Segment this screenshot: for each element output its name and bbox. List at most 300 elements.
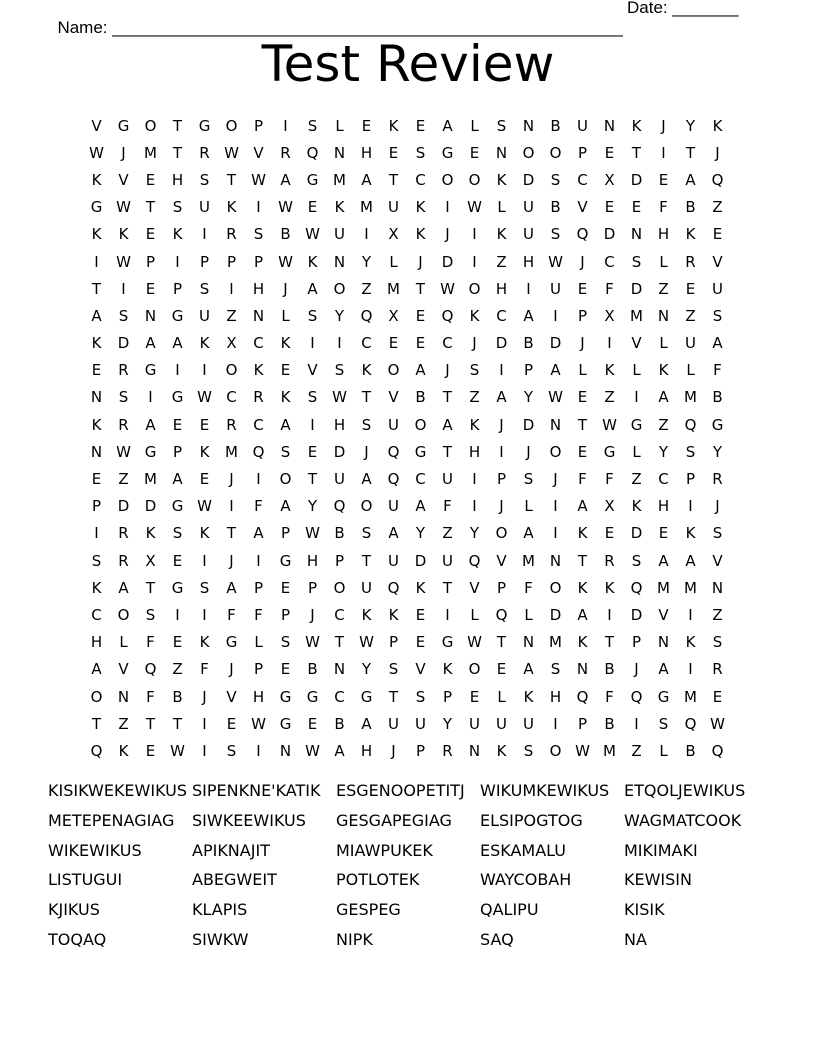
- grid-letter: K: [307, 252, 318, 271]
- grid-letter: L: [659, 334, 668, 353]
- grid-letter: D: [630, 170, 643, 189]
- grid-letter: W: [359, 633, 374, 652]
- grid-letter: H: [90, 633, 103, 652]
- grid-letter: J: [580, 334, 585, 353]
- grid-letter: R: [199, 143, 210, 162]
- grid-letter: I: [256, 741, 261, 760]
- grid-letter: S: [118, 388, 129, 407]
- grid-letter: L: [632, 361, 641, 380]
- grid-letter: E: [361, 116, 372, 135]
- grid-letter: Z: [469, 388, 480, 407]
- grid-letter: U: [388, 551, 399, 570]
- grid-letter: Q: [387, 470, 400, 489]
- grid-letter: E: [307, 714, 318, 733]
- grid-letter: V: [253, 143, 264, 162]
- grid-letter: A: [388, 524, 399, 543]
- grid-letter: J: [364, 442, 369, 461]
- grid-letter: S: [199, 578, 210, 597]
- grid-letter: D: [630, 605, 643, 624]
- grid-letter: E: [685, 279, 696, 298]
- grid-letter: S: [172, 198, 183, 217]
- grid-letter: K: [415, 225, 426, 244]
- grid-letter: E: [172, 415, 183, 434]
- grid-letter: E: [145, 225, 156, 244]
- word-list-item: ETQOLJEWIKUS: [624, 781, 746, 800]
- grid-letter: T: [226, 170, 237, 189]
- grid-letter: M: [630, 306, 643, 325]
- grid-letter: G: [306, 170, 319, 189]
- grid-letter: G: [414, 442, 427, 461]
- grid-letter: B: [604, 714, 615, 733]
- grid-letter: J: [229, 551, 234, 570]
- grid-letter: D: [630, 524, 643, 543]
- grid-letter: M: [144, 470, 157, 489]
- grid-letter: F: [659, 198, 668, 217]
- grid-letter: I: [94, 252, 99, 271]
- grid-letter: A: [145, 334, 156, 353]
- grid-letter: T: [577, 551, 588, 570]
- grid-letter: M: [522, 551, 535, 570]
- grid-letter: J: [715, 497, 720, 516]
- grid-letter: L: [470, 116, 479, 135]
- grid-letter: C: [658, 470, 669, 489]
- grid-letter: I: [175, 605, 180, 624]
- grid-letter: J: [580, 252, 585, 271]
- grid-letter: I: [688, 605, 693, 624]
- grid-letter: W: [305, 633, 320, 652]
- grid-letter: Z: [118, 714, 129, 733]
- word-search-grid: [83, 112, 731, 765]
- grid-letter: I: [445, 198, 450, 217]
- grid-letter: O: [468, 279, 481, 298]
- grid-letter: H: [657, 497, 670, 516]
- grid-letter: E: [604, 143, 615, 162]
- grid-letter: V: [712, 252, 723, 271]
- grid-letter: J: [634, 660, 639, 679]
- grid-letter: I: [229, 279, 234, 298]
- grid-letter: P: [172, 279, 183, 298]
- grid-letter: R: [118, 361, 129, 380]
- grid-letter: I: [661, 143, 666, 162]
- grid-letter: E: [388, 143, 399, 162]
- grid-letter: Q: [630, 578, 643, 597]
- grid-letter: E: [145, 170, 156, 189]
- grid-letter: H: [360, 143, 373, 162]
- grid-letter: N: [549, 551, 562, 570]
- grid-letter: T: [145, 714, 156, 733]
- grid-letter: K: [91, 225, 102, 244]
- grid-letter: G: [441, 143, 454, 162]
- grid-letter: B: [415, 388, 426, 407]
- grid-letter: M: [225, 442, 238, 461]
- grid-letter: L: [632, 442, 641, 461]
- grid-letter: A: [523, 524, 534, 543]
- grid-letter: S: [145, 605, 156, 624]
- grid-letter: S: [523, 470, 534, 489]
- grid-letter: Q: [252, 442, 265, 461]
- grid-letter: W: [332, 388, 347, 407]
- grid-letter: L: [524, 605, 533, 624]
- grid-letter: I: [688, 660, 693, 679]
- grid-letter: T: [172, 116, 183, 135]
- grid-letter: A: [685, 551, 696, 570]
- grid-letter: E: [307, 442, 318, 461]
- grid-letter: P: [280, 524, 291, 543]
- grid-letter: T: [577, 415, 588, 434]
- grid-letter: D: [144, 497, 157, 516]
- grid-letter: S: [712, 306, 723, 325]
- grid-letter: R: [118, 551, 129, 570]
- grid-letter: I: [553, 497, 558, 516]
- grid-letter: T: [145, 198, 156, 217]
- grid-letter: A: [523, 660, 534, 679]
- grid-letter: U: [685, 334, 696, 353]
- grid-letter: G: [90, 198, 103, 217]
- grid-letter: E: [712, 225, 723, 244]
- grid-letter: A: [361, 714, 372, 733]
- grid-letter: A: [334, 741, 345, 760]
- grid-letter: A: [280, 170, 291, 189]
- grid-letter: S: [253, 225, 264, 244]
- grid-letter: I: [337, 334, 342, 353]
- grid-letter: A: [280, 497, 291, 516]
- grid-letter: E: [469, 143, 480, 162]
- grid-letter: S: [631, 551, 642, 570]
- grid-letter: P: [280, 605, 291, 624]
- word-list-item: NIPK: [336, 929, 373, 949]
- grid-letter: K: [145, 524, 156, 543]
- grid-letter: E: [712, 687, 723, 706]
- word-list: [48, 778, 768, 957]
- grid-letter: A: [658, 551, 669, 570]
- grid-letter: W: [278, 198, 293, 217]
- grid-letter: M: [603, 741, 616, 760]
- grid-letter: L: [659, 741, 668, 760]
- grid-letter: H: [171, 170, 184, 189]
- grid-letter: X: [388, 306, 399, 325]
- grid-letter: N: [333, 252, 346, 271]
- grid-letter: A: [442, 415, 453, 434]
- grid-letter: A: [415, 361, 426, 380]
- grid-letter: D: [549, 334, 562, 353]
- grid-letter: O: [549, 442, 562, 461]
- grid-letter: C: [415, 470, 426, 489]
- grid-letter: J: [499, 497, 504, 516]
- grid-letter: I: [256, 551, 261, 570]
- grid-letter: I: [148, 388, 153, 407]
- grid-letter: O: [549, 143, 562, 162]
- grid-letter: Q: [576, 225, 589, 244]
- grid-letter: G: [657, 687, 670, 706]
- grid-letter: S: [199, 170, 210, 189]
- grid-letter: E: [415, 116, 426, 135]
- grid-letter: W: [116, 252, 131, 271]
- grid-letter: L: [254, 633, 263, 652]
- grid-letter: U: [388, 198, 399, 217]
- grid-letter: Q: [630, 687, 643, 706]
- grid-letter: I: [553, 306, 558, 325]
- grid-letter: K: [199, 633, 210, 652]
- grid-letter: I: [121, 279, 126, 298]
- grid-letter: U: [388, 497, 399, 516]
- grid-letter: T: [442, 388, 453, 407]
- grid-letter: W: [116, 442, 131, 461]
- grid-letter: K: [253, 361, 264, 380]
- word-list-item: KISIK: [624, 900, 665, 920]
- grid-letter: U: [415, 714, 426, 733]
- grid-letter: O: [360, 497, 373, 516]
- grid-letter: G: [279, 714, 292, 733]
- grid-letter: P: [253, 578, 264, 597]
- word-list-item: MIKIMAKI: [624, 840, 698, 860]
- grid-letter: X: [388, 225, 399, 244]
- grid-letter: S: [388, 660, 399, 679]
- grid-letter: S: [415, 143, 426, 162]
- grid-letter: K: [631, 497, 642, 516]
- grid-letter: S: [118, 306, 129, 325]
- grid-letter: Q: [441, 306, 454, 325]
- word-list-item: ESGENOOPETITJ: [336, 781, 465, 800]
- grid-letter: P: [631, 633, 642, 652]
- grid-letter: B: [712, 388, 723, 407]
- word-list-item: KJIKUS: [48, 900, 100, 920]
- grid-letter: A: [91, 660, 102, 679]
- grid-letter: K: [199, 524, 210, 543]
- word-list-item: METEPENAGIAG: [48, 810, 175, 830]
- grid-letter: H: [333, 415, 346, 434]
- grid-letter: W: [548, 252, 563, 271]
- grid-letter: L: [686, 361, 695, 380]
- grid-letter: O: [387, 361, 400, 380]
- grid-letter: I: [94, 524, 99, 543]
- grid-letter: O: [117, 605, 130, 624]
- grid-letter: I: [472, 252, 477, 271]
- grid-letter: G: [603, 442, 616, 461]
- grid-letter: V: [118, 660, 129, 679]
- grid-letter: E: [604, 524, 615, 543]
- grid-letter: H: [252, 279, 265, 298]
- word-list-item: KLAPIS: [192, 900, 248, 920]
- grid-letter: K: [415, 198, 426, 217]
- grid-letter: E: [145, 279, 156, 298]
- grid-letter: Q: [144, 660, 157, 679]
- grid-letter: C: [577, 170, 588, 189]
- grid-letter: C: [415, 170, 426, 189]
- word-list-item: ESKAMALU: [480, 840, 566, 860]
- grid-letter: W: [467, 198, 482, 217]
- grid-letter: A: [118, 578, 129, 597]
- grid-letter: Q: [333, 497, 346, 516]
- word-list-item: SIWKW: [192, 929, 249, 949]
- grid-letter: I: [634, 388, 639, 407]
- grid-letter: F: [578, 470, 587, 489]
- grid-letter: B: [685, 198, 696, 217]
- grid-letter: A: [307, 279, 318, 298]
- grid-letter: K: [91, 334, 102, 353]
- grid-letter: H: [468, 442, 481, 461]
- word-list-item: KISIKWEKEWIKUS: [48, 781, 188, 800]
- grid-letter: S: [280, 633, 291, 652]
- grid-letter: C: [361, 334, 372, 353]
- grid-letter: J: [445, 361, 450, 380]
- grid-letter: E: [226, 714, 237, 733]
- grid-letter: E: [199, 415, 210, 434]
- grid-letter: N: [522, 116, 535, 135]
- grid-letter: A: [226, 578, 237, 597]
- grid-letter: N: [144, 306, 157, 325]
- grid-letter: K: [685, 225, 696, 244]
- grid-letter: C: [604, 252, 615, 271]
- grid-letter: I: [256, 470, 261, 489]
- grid-letter: R: [712, 470, 723, 489]
- grid-letter: G: [711, 415, 724, 434]
- grid-letter: E: [280, 660, 291, 679]
- grid-letter: Z: [631, 470, 642, 489]
- grid-letter: P: [91, 497, 102, 516]
- grid-letter: A: [442, 116, 453, 135]
- grid-letter: F: [254, 497, 263, 516]
- grid-letter: K: [388, 116, 399, 135]
- grid-letter: V: [388, 388, 399, 407]
- grid-letter: V: [577, 198, 588, 217]
- grid-letter: G: [360, 687, 373, 706]
- grid-letter: K: [604, 578, 615, 597]
- grid-letter: P: [145, 252, 156, 271]
- grid-letter: A: [415, 497, 426, 516]
- grid-letter: O: [441, 170, 454, 189]
- grid-letter: Q: [711, 741, 724, 760]
- grid-letter: D: [630, 279, 643, 298]
- grid-letter: H: [495, 279, 508, 298]
- grid-letter: S: [658, 714, 669, 733]
- grid-letter: O: [333, 279, 346, 298]
- grid-letter: K: [388, 605, 399, 624]
- grid-letter: L: [119, 633, 128, 652]
- grid-letter: S: [172, 524, 183, 543]
- grid-letter: J: [229, 470, 234, 489]
- word-list-item: WIKUMKEWIKUS: [480, 781, 610, 800]
- grid-letter: G: [171, 306, 184, 325]
- grid-letter: G: [144, 442, 157, 461]
- grid-letter: S: [550, 660, 561, 679]
- grid-letter: A: [550, 361, 561, 380]
- grid-letter: Q: [684, 714, 697, 733]
- word-list-item: APIKNAJIT: [192, 840, 270, 860]
- grid-letter: I: [553, 524, 558, 543]
- grid-letter: S: [496, 116, 507, 135]
- grid-letter: D: [603, 225, 616, 244]
- grid-letter: O: [90, 687, 103, 706]
- grid-letter: P: [685, 470, 696, 489]
- grid-letter: J: [472, 334, 477, 353]
- grid-letter: O: [279, 470, 292, 489]
- word-list-item: WAYCOBAH: [480, 870, 572, 890]
- grid-letter: K: [577, 524, 588, 543]
- grid-letter: K: [577, 633, 588, 652]
- grid-letter: C: [226, 388, 237, 407]
- grid-letter: M: [333, 170, 346, 189]
- grid-letter: S: [307, 306, 318, 325]
- grid-letter: W: [251, 170, 266, 189]
- grid-letter: W: [602, 415, 617, 434]
- grid-letter: Y: [712, 442, 723, 461]
- grid-letter: F: [605, 687, 614, 706]
- grid-letter: M: [360, 198, 373, 217]
- grid-letter: T: [334, 633, 345, 652]
- grid-letter: G: [117, 116, 130, 135]
- grid-letter: K: [685, 633, 696, 652]
- grid-letter: K: [361, 605, 372, 624]
- grid-letter: Z: [658, 415, 669, 434]
- word-list-item: GESPEG: [336, 900, 401, 920]
- grid-letter: Z: [442, 524, 453, 543]
- grid-letter: O: [333, 578, 346, 597]
- grid-letter: W: [278, 252, 293, 271]
- grid-letter: C: [334, 605, 345, 624]
- grid-letter: Q: [387, 442, 400, 461]
- grid-letter: K: [469, 306, 480, 325]
- grid-letter: P: [442, 687, 453, 706]
- grid-letter: S: [415, 687, 426, 706]
- grid-letter: I: [202, 741, 207, 760]
- grid-letter: F: [200, 660, 209, 679]
- grid-letter: Z: [685, 306, 696, 325]
- grid-letter: S: [226, 741, 237, 760]
- grid-letter: X: [226, 334, 237, 353]
- grid-letter: K: [199, 334, 210, 353]
- grid-letter: N: [630, 225, 643, 244]
- grid-letter: S: [334, 361, 345, 380]
- grid-letter: I: [472, 497, 477, 516]
- grid-letter: G: [279, 551, 292, 570]
- grid-letter: O: [495, 524, 508, 543]
- grid-letter: A: [361, 170, 372, 189]
- name-field-label: Name: ______________________________________________________: [57, 18, 623, 37]
- grid-letter: T: [388, 687, 399, 706]
- grid-letter: L: [497, 198, 506, 217]
- grid-letter: L: [335, 116, 344, 135]
- grid-letter: A: [172, 334, 183, 353]
- grid-letter: F: [146, 687, 155, 706]
- grid-letter: E: [307, 198, 318, 217]
- grid-letter: R: [442, 741, 453, 760]
- grid-letter: N: [333, 143, 346, 162]
- grid-letter: J: [445, 225, 450, 244]
- grid-letter: K: [199, 442, 210, 461]
- grid-letter: E: [577, 442, 588, 461]
- grid-letter: W: [305, 741, 320, 760]
- grid-letter: L: [578, 361, 587, 380]
- grid-letter: K: [280, 334, 291, 353]
- grid-letter: G: [630, 415, 643, 434]
- grid-letter: W: [467, 633, 482, 652]
- grid-letter: U: [523, 198, 534, 217]
- grid-letter: K: [91, 578, 102, 597]
- grid-letter: K: [496, 225, 507, 244]
- grid-letter: U: [388, 415, 399, 434]
- grid-letter: U: [496, 714, 507, 733]
- grid-letter: Y: [334, 306, 345, 325]
- word-list-item: SIPENKNE'KATIK: [192, 781, 321, 800]
- grid-letter: O: [225, 361, 238, 380]
- grid-letter: U: [442, 470, 453, 489]
- grid-letter: I: [499, 442, 504, 461]
- grid-letter: X: [604, 306, 615, 325]
- grid-letter: I: [364, 225, 369, 244]
- grid-letter: V: [712, 551, 723, 570]
- word-list-item: ABEGWEIT: [192, 870, 277, 890]
- grid-letter: C: [253, 415, 264, 434]
